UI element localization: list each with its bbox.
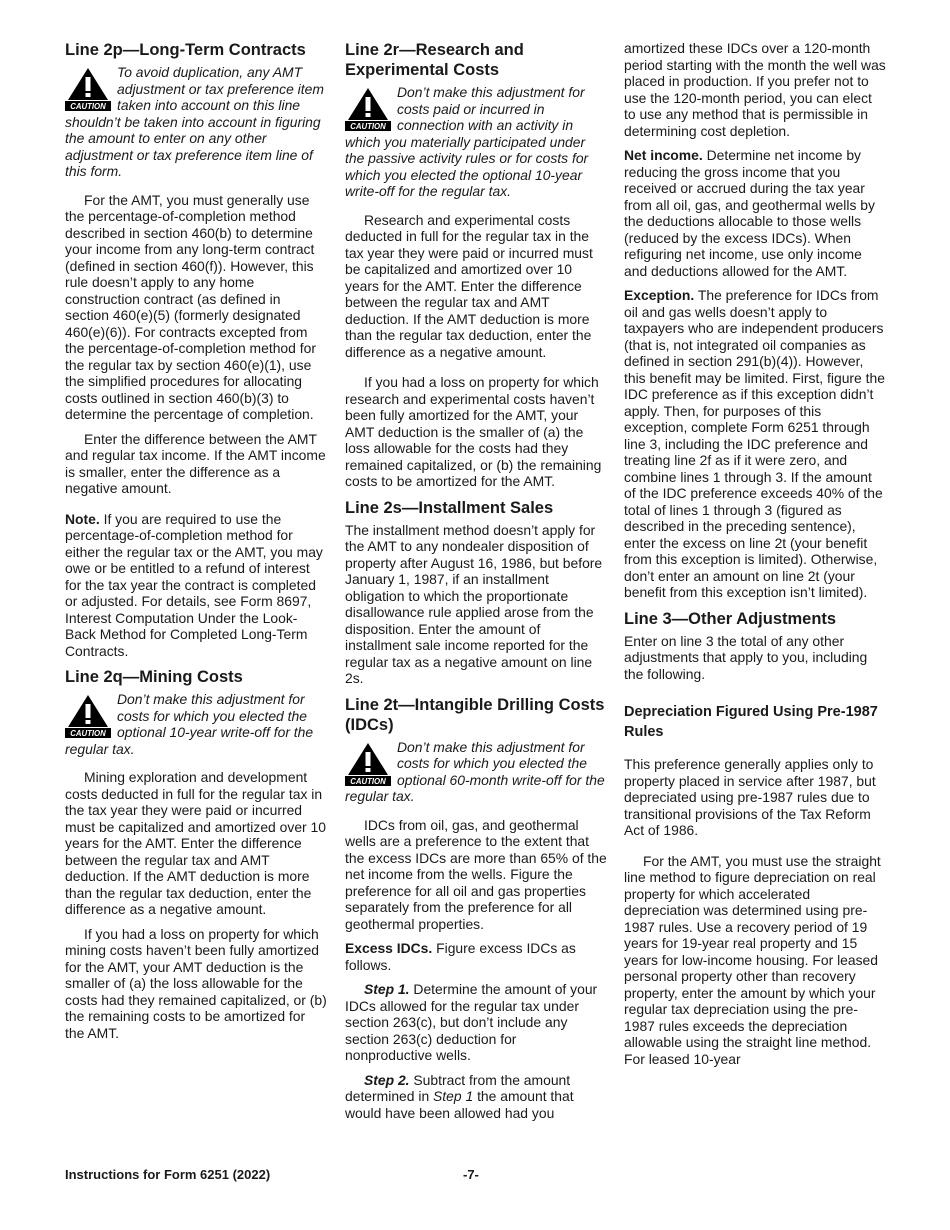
caution-box-2t	[345, 739, 607, 805]
caution-text: To avoid duplication, any AMT adjustment or tax preference item taken into account on this line shouldn’t be taken into account in figuring the amount to enter on any other adjustment or tax preference item line of this form.	[65, 64, 324, 179]
net-income-text: Determine net income by reducing the gross income that you received or accrued during the tax year from all oil, gas, and geothermal wells by the deductions allocable to those wells (reduced by the excess IDCs). When refiguring net income, use only income and deductions allowed for the AMT.	[624, 147, 875, 279]
heading-line-2r: Line 2r—Research and Experimental Costs	[345, 41, 524, 79]
footer-form-title: Instructions for Form 6251 (2022)	[65, 1167, 271, 1182]
paragraph: Enter the difference between the AMT and regular tax income. If the AMT income is smaller, enter the difference as a negative amount.	[65, 430, 326, 496]
paragraph: Research and experimental costs deducted in full for the regular tax in the tax year they were paid or incurred must be capitalized and amortized over 10 years for the AMT. Enter the difference between the regular tax and AMT deduction. If the AMT deduction is more than the regular tax deduction, enter the difference as a negative amount.	[345, 211, 593, 360]
exception-paragraph	[624, 287, 886, 601]
note-lead: Note.	[65, 510, 100, 527]
heading-line-2q: Line 2q—Mining Costs	[65, 668, 243, 686]
excess-idcs-text: Figure excess IDCs as follows.	[345, 940, 576, 973]
note-text: If you are required to use the percentage-of-completion method for either the regular tax or the AMT, you may owe or be entitled to a refund of interest for the tax year the contract is completed or adjusted. For details, see Form 8697, Interest Computation Under the Look-Back Method for Completed Long-Term Contracts.	[65, 510, 323, 659]
caution-box-2q	[65, 691, 327, 757]
column-3	[624, 40, 886, 1075]
excess-idcs-paragraph	[345, 940, 607, 973]
svg-text:CAUTION: CAUTION	[350, 122, 386, 132]
paragraph: IDCs from oil, gas, and geothermal wells are a preference to the extent that the excess IDCs are more than 65% of the net income from the wells. Figure the preference for all oil and gas properties separately from the preference for all geothermal properties.	[345, 816, 607, 932]
caution-icon	[345, 741, 391, 787]
net-income-paragraph	[624, 147, 886, 279]
note-paragraph	[65, 511, 327, 660]
paragraph: If you had a loss on property for which research and experimental costs haven’t been fully amortized for the AMT, your AMT deduction is the smaller of (a) the loss allowable for the costs had they remained capitalized, or (b) the remaining costs to be amortized for the AMT.	[345, 374, 602, 489]
caution-text: Don’t make this adjustment for costs paid or incurred in connection with an activity in which you materially participated under the passive activity rules or for costs for which you elected the optional 10-year write-off for the regular tax.	[345, 84, 589, 199]
heading-line-2t: Line 2t—Intangible Drilling Costs (IDCs)	[345, 695, 605, 734]
paragraph: For the AMT, you must use the straight line method to figure depreciation on real property for which accelerated depreciation was determined using pre-1987 rules. Use a recovery period of 19 years for 19-year real property and 15 years for low-income housing. For leased personal property other than recovery property, enter the amount by which your regular tax depreciation using the pre-1987 rules exceeds the depreciation allowable using the straight line method. For leased 10-year	[624, 852, 881, 1067]
step-2-ref: Step 1	[433, 1088, 474, 1104]
paragraph: The installment method doesn’t apply for the AMT to any nondealer disposition of property after August 16, 1986, but before January 1, 1987, if an installment obligation to which the proportionate disallowance rule applied arose from the disposition. Enter the amount of installment sale income reported for the regular tax as a negative amount on line 2s.	[345, 521, 603, 686]
paragraph: If you had a loss on property for which mining costs haven’t been fully amortized for the AMT, your AMT deduction is the smaller of (a) the loss allowable for the costs had they remained capitalized, or (b) the remaining costs to be amortized for the AMT.	[65, 925, 327, 1041]
step-1-lead: Step 1.	[364, 981, 410, 997]
svg-text:CAUTION: CAUTION	[70, 729, 106, 739]
heading-line-2p: Line 2p—Long-Term Contracts	[65, 41, 306, 59]
subheading-depreciation: Depreciation Figured Using Pre-1987 Rules	[624, 704, 878, 740]
heading-line-3: Line 3—Other Adjustments	[624, 609, 837, 628]
step-2-text-a: Subtract from the amount determined in	[345, 1071, 571, 1104]
caution-box-2r	[345, 84, 607, 200]
heading-line-2s: Line 2s—Installment Sales	[345, 498, 554, 517]
step-1-paragraph	[345, 981, 607, 1064]
paragraph: For the AMT, you must generally use the percentage-of-completion method described in section 460(b) to determine your income from any long-term contract (defined in section 460(f)). However, this rule doesn’t apply to any home construction contract (as defined in section 460(e)(5) (formerly designated 460(e)(6)). For contracts excepted from the percentage-of-completion method for the regular tax by section 460(e)(1), use the simplified procedures for allocating costs outlined in section 460(b)(3) to determine the percentage of completion.	[65, 191, 316, 422]
page-number: -7-	[463, 1167, 479, 1182]
column-1	[65, 40, 327, 1049]
caution-icon	[345, 86, 391, 132]
paragraph: amortized these IDCs over a 120-month period starting with the month the well was placed in production. If you prefer not to use the 120-month period, you can elect to use any method that is permissible in determining cost depletion.	[624, 40, 886, 139]
caution-text: Don’t make this adjustment for costs for which you elected the optional 60-month write-off for the regular tax.	[345, 738, 605, 804]
svg-text:CAUTION: CAUTION	[70, 102, 106, 112]
excess-idcs-lead: Excess IDCs.	[345, 940, 433, 956]
step-2-paragraph	[345, 1072, 607, 1122]
caution-icon	[65, 693, 111, 739]
step-2-lead: Step 2.	[364, 1071, 410, 1088]
caution-text: Don’t make this adjustment for costs for which you elected the optional 10-year write-off for the regular tax.	[65, 691, 314, 757]
step-1-text: Determine the amount of your IDCs allowed for the regular tax under section 263(c), but don’t include any section 263(c) deduction for nonproductive wells.	[345, 981, 598, 1063]
column-2	[345, 40, 607, 1129]
paragraph: Enter on line 3 the total of any other adjustments that apply to you, including the following.	[624, 632, 868, 682]
exception-lead: Exception.	[624, 287, 695, 303]
paragraph: This preference generally applies only to property placed in service after 1987, but depreciated using pre-1987 rules due to transitional provisions of the Tax Reform Act of 1986.	[624, 756, 876, 838]
net-income-lead: Net income.	[624, 147, 703, 163]
caution-box-2p	[65, 64, 327, 180]
caution-icon	[65, 66, 111, 112]
step-2-text-b: the amount that would have been allowed had you	[345, 1088, 574, 1121]
exception-text: The preference for IDCs from oil and gas wells doesn’t apply to taxpayers who are independent producers (that is, not integrated oil companies as defined in section 291(b)(4)). However, this benefit may be limited. First, figure the IDC preference as if this exception didn’t apply. Then, for purposes of this exception, complete Form 6251 through line 3, including the IDC preference and treating line 2f as if it were zero, and combine lines 1 through 3. If the amount of the IDC preference exceeds 40% of the total of lines 1 through 3 (figured as described in the preceding sentence), enter the excess on line 2t (your benefit from this exception is limited). Otherwise, don’t enter an amount on line 2t (your benefit from this exception isn’t limited).	[624, 287, 885, 600]
svg-text:CAUTION: CAUTION	[350, 776, 386, 786]
paragraph: Mining exploration and development costs deducted in full for the regular tax in the tax year they were paid or incurred must be capitalized and amortized over 10 years for the AMT. Enter the difference between the regular tax and AMT deduction. If the AMT deduction is more than the regular tax deduction, enter the difference as a negative amount.	[65, 769, 326, 917]
